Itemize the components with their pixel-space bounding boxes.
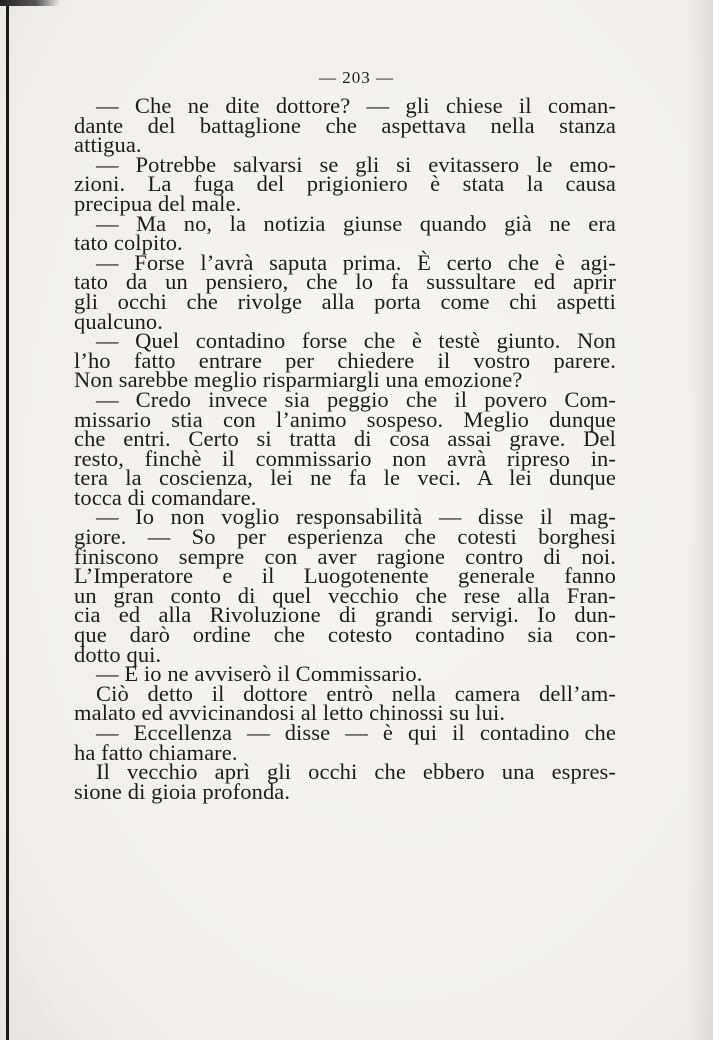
text-line: tera la coscienza, lei ne fa le veci. A lei dunque	[74, 465, 616, 491]
text-line: — Ma no, la notizia giunse quando già ne era	[96, 210, 616, 236]
text-line: Non sarebbe meglio risparmiargli una emozione?	[74, 367, 523, 393]
text-line: zioni. La fuga del prigioniero è stata la causa	[74, 171, 616, 197]
page-corner-shadow	[0, 0, 60, 6]
text-line: — Che ne dite dottore? — gli chiese il coman-	[96, 93, 616, 118]
page-binding-edge	[6, 0, 9, 1040]
text-line: Il vecchio aprì gli occhi che ebbero una espres-	[96, 759, 616, 785]
text-line: l’ho fatto entrare per chiedere il vostro parere.	[74, 347, 616, 373]
page-number: — 203 —	[319, 68, 394, 87]
text-line: precipua del male.	[74, 190, 242, 216]
text-line: ha fatto chiamare.	[74, 739, 238, 765]
text-line: — Forse l’avrà saputa prima. È certo che è agi-	[96, 249, 616, 275]
text-line: gli occhi che rivolge alla porta come chi aspetti	[74, 288, 616, 314]
text-line: — Credo invece sia peggio che il povero Com-	[96, 386, 616, 412]
text-line: tato da un pensiero, che lo fa sussultare ed aprir	[74, 269, 616, 295]
text-line: dante del battaglione che aspettava nella stanza	[74, 112, 616, 138]
text-line: tato colpito.	[74, 230, 183, 256]
text-line: — Eccellenza — disse — è qui il contadino che	[96, 720, 616, 745]
text-line: — Io non voglio responsabilità — disse il mag-	[96, 504, 616, 530]
text-line: L’Imperatore e il Luogotenente generale fanno	[74, 563, 616, 589]
text-line: finiscono sempre con aver ragione contro di noi.	[74, 543, 616, 569]
text-line: malato ed avvicinandosi al letto chinossi su lui.	[74, 700, 506, 726]
text-line: que darò ordine che cotesto contadino sia con-	[74, 622, 616, 648]
text-line: Ciò detto il dottore entrò nella camera dell’am-	[96, 680, 616, 706]
text-line: attigua.	[74, 132, 142, 158]
text-line: che entri. Certo si tratta di cosa assai grave. Del	[74, 426, 616, 452]
text-line: sione di gioia profonda.	[74, 778, 291, 804]
page-edge-shade	[689, 0, 713, 1040]
text-line: resto, finchè il commissario non avrà ripreso in-	[74, 445, 616, 471]
text-line: cia ed alla Rivoluzione di grandi servigi. Io dun-	[74, 602, 616, 628]
text-line: — E io ne avviserò il Commissario.	[96, 661, 423, 687]
body-text	[74, 93, 616, 804]
text-line: un gran conto di quel vecchio che rese alla Fran-	[74, 582, 616, 608]
text-line: qualcuno.	[74, 308, 163, 334]
text-line: missario stia con l’animo sospeso. Meglio dunque	[74, 406, 616, 432]
text-line: — Quel contadino forse che è testè giunto. Non	[96, 328, 616, 354]
text-line: — Potrebbe salvarsi se gli si evitassero le emo-	[96, 151, 616, 177]
text-line: dotto qui.	[74, 641, 162, 667]
text-line: tocca di comandare.	[74, 484, 257, 510]
text-line: giore. — So per esperienza che cotesti borghesi	[74, 524, 616, 550]
